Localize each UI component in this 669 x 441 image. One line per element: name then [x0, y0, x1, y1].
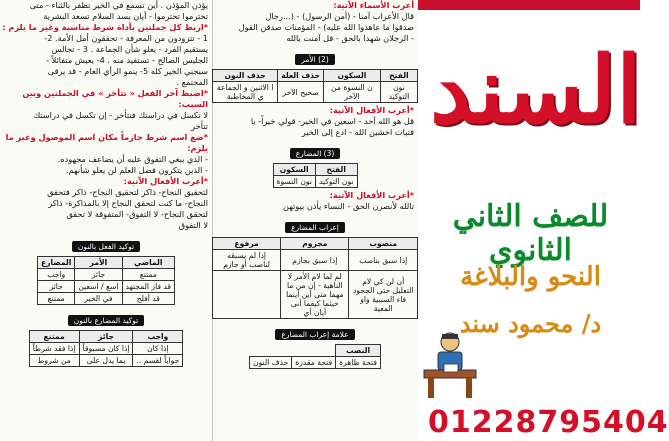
irab-row	[213, 250, 418, 271]
table-amr	[212, 69, 418, 103]
tawkeed-mudari-cell: بما يدل على	[79, 355, 133, 367]
amr-header-cell: حذف النون	[213, 70, 278, 82]
left-text-line: 1 - تتزودون من المعرفة - تحققون أمل الأمة. 2-	[44, 33, 208, 43]
nasb-header-cell: النصب	[336, 345, 381, 357]
tawkeed-mudari-header-cell: جائز	[79, 331, 133, 343]
cover-subject: النحو والبلاغة	[460, 262, 601, 292]
left-text-line: يستقيم الفرد - يعلو شأن الجماعة . 3 - تجالس	[51, 44, 208, 54]
irab-cell: لم لما لام الأمر لا الناهية - إن من ما مهما متى أين أينما حيثما كيفما أنى أيان أي	[281, 271, 349, 319]
amr-header-cell: الفتح	[380, 70, 417, 82]
irab-header-cell: مرفوع	[213, 238, 281, 250]
cover-phone: 01228795404	[428, 405, 669, 440]
left-text-line: يؤذن المؤذن . أين تسمع في الخير تظفر بالثناء - متى	[29, 0, 208, 10]
tawkeed-header-cell: الماضي	[122, 257, 175, 269]
irab-header-cell: منصوب	[349, 238, 418, 250]
left-text-line: يلزم:	[187, 143, 208, 153]
nasb-cell: حذف النون	[250, 357, 292, 369]
left-text-line: لا تكسل في دراستك فتتأخر - إن تكسل في دراستك	[33, 110, 208, 120]
nasb-cell: فتحة مقدرة	[292, 357, 336, 369]
left-text-line: - الذي يبغي التفوق عليه أن يضاعف مجهوده.	[57, 154, 208, 164]
tawkeed-cell: قد أفلح	[122, 293, 175, 305]
left-text-line: - الذين يتكرون فضل العلم لن يعلو شأنهم.	[66, 165, 208, 175]
tawkeed-mudari-row	[29, 343, 183, 355]
tawkeed-cell: ممتنع	[122, 269, 175, 281]
amr-header-cell: حذف العلة	[278, 70, 324, 82]
nasb-cell: فتحة ظاهرة	[336, 357, 381, 369]
tawkeed-cell: اسع / اسعين	[75, 281, 122, 293]
irab-label: إعراب المضارع	[285, 222, 345, 233]
irab-cell: إذا سبق بناصب	[349, 250, 418, 271]
tawkeed-cell: ممتنع	[37, 293, 74, 305]
cover-grade: للصف الثاني الثانوي	[452, 199, 609, 268]
mudari-label: (3) المضارع	[290, 148, 341, 159]
middle-text-line: قال الأعراب آمنا - (أمن الرسول) - (...رجال	[265, 11, 414, 21]
tawkeed-mudari-row	[29, 355, 183, 367]
cover-title: السند	[430, 36, 642, 144]
middle-lower-lines	[212, 190, 418, 212]
section-tawkeed-mudari-label-wrap	[0, 308, 212, 327]
irab-header-row	[213, 238, 418, 250]
cover-column	[418, 0, 669, 441]
amr-cell: صحيح الآخر	[278, 82, 324, 103]
left-text-line: الجليس الصالح - تستفيد منه . 4- يعيش متفائلاً -	[46, 55, 208, 65]
irab-header-cell: مجزوم	[281, 238, 349, 250]
middle-column	[212, 0, 419, 441]
middle-text-line: *أعرب الأفعال الآتية:	[329, 190, 414, 200]
amr-header-row	[213, 70, 418, 82]
section-tawkeed-label-wrap	[0, 234, 212, 253]
irab-row	[213, 271, 418, 319]
mudari-header-cell: الفتح	[315, 164, 357, 176]
table-tawkeed-mudari	[29, 330, 184, 367]
amr-row	[213, 82, 418, 103]
tawkeed-cell: واجب	[37, 269, 74, 281]
section-tawkeed-mudari-label: توكيد المضارع بالنون	[68, 315, 144, 326]
section-tawkeed-label: توكيد الفعل بالنون	[72, 241, 140, 252]
amr-cell: ن النسوة من الآخر	[324, 82, 381, 103]
tawkeed-mudari-header-cell: ممتنع	[29, 331, 79, 343]
middle-text-line: قل هو الله أحد - اسعين في الخير- قولي خيراً- يا	[250, 116, 414, 126]
table-mudari	[273, 163, 358, 188]
left-text-line: لا التفوق	[178, 220, 208, 230]
tawkeed-mudari-header-cell: واجب	[133, 331, 183, 343]
left-text-line: لتحقق النجاح- لا التفوق- المتفوقة لا تحقق	[66, 209, 208, 219]
teacher-illustration-icon	[420, 328, 480, 400]
left-text-line: *ضع اسم شرط جازماً مكان اسم الموصول وغير ما	[5, 132, 208, 142]
middle-text-line: تالله لأنصرن الحق - النساء يأذن بيوتهن	[283, 201, 414, 211]
tawkeed-cell: قد فاز المجتهد	[122, 281, 175, 293]
left-column	[0, 0, 213, 441]
left-text-line: *اضبط آخر الفعل « تتأخر » في الجملتين وبين	[22, 88, 208, 98]
middle-text-line: أعرب الأسماء الآتية:	[333, 0, 414, 10]
tawkeed-mudari-cell: إذا كان	[133, 343, 183, 355]
left-text-line: السبب:	[178, 99, 208, 109]
mudari-row	[273, 176, 357, 188]
nasb-header-row	[250, 345, 381, 357]
tawkeed-row	[37, 293, 174, 305]
amr-cell: نون التوكيد	[380, 82, 417, 103]
tawkeed-mudari-cell: جواباً لقسم ..	[133, 355, 183, 367]
left-text-line: *اربط كل جملتين بأداة شرط مناسبة وغير ما يلزم :	[2, 22, 208, 32]
left-text-line: *أعرب الأفعال الآتية:	[123, 176, 208, 186]
cover-top-stripe	[418, 0, 640, 10]
left-text-line: النجاح- ما كنت لتحقق النجاح إلا بالمذاكرة- ذاكر	[48, 198, 208, 208]
mudari-cell: نون النسوة	[273, 176, 315, 188]
tawkeed-cell: جائز	[75, 269, 122, 281]
tawkeed-mudari-header-row	[29, 331, 183, 343]
irab-cell: إذا سبق بجازم	[281, 250, 349, 271]
tawkeed-cell: في الخير	[75, 293, 122, 305]
left-text-line: تتأخر	[191, 121, 208, 131]
tawkeed-header-row	[37, 257, 174, 269]
middle-mid-lines	[212, 105, 418, 138]
irab-cell	[213, 271, 281, 319]
amr-header-cell: السكون	[324, 70, 381, 82]
irab-cell: إذا لم يسبقه لناصب أو جازم	[213, 250, 281, 271]
tawkeed-mudari-cell: إذا فقد شرطاً	[29, 343, 79, 355]
left-text-line: لتحقيق النجاح- ذاكر لتحقيق النجاح- ذاكر فتحقق	[47, 187, 208, 197]
table-tawkeed	[37, 256, 175, 305]
amr-cell: ا الاثنين و الجماعة ي المخاطبة	[213, 82, 278, 103]
mudari-label-wrap	[212, 141, 418, 160]
mudari-cell: نون التوكيد	[315, 176, 357, 188]
left-text-line: سيجني الخير كله 5- ينمو الرأي العام - قد يرقى	[47, 66, 208, 76]
middle-text-line: فتيات اخشين الله - ادع إلى الخير	[301, 127, 414, 137]
middle-text-line: - الرجلان شهدا بالحق - قل آمنت بالله	[286, 33, 414, 43]
mudari-header-row	[273, 164, 357, 176]
tawkeed-mudari-cell: من شروط	[29, 355, 79, 367]
tawkeed-row	[37, 269, 174, 281]
left-text-lines	[0, 0, 212, 231]
tawkeed-row	[37, 281, 174, 293]
nasb-row	[250, 357, 381, 369]
tawkeed-header-cell: الأمر	[75, 257, 122, 269]
left-text-line: تحترموا تحترموا - أيان يسد السلام تسعد البشرية	[43, 11, 208, 21]
nasb-label-wrap	[212, 322, 418, 341]
amr-label: (2) الأمر	[295, 54, 335, 65]
cover-author: د/ محمود سند	[459, 309, 602, 338]
table-nasb	[249, 344, 381, 369]
amr-label-wrap	[212, 47, 418, 66]
tawkeed-header-cell: المضارع	[37, 257, 74, 269]
table-irab	[212, 237, 418, 319]
irab-cell: أن لن كي لام التعليل حتى الجحود فاء السببية واو المعية	[349, 271, 418, 319]
mudari-header-cell: السكون	[273, 164, 315, 176]
irab-label-wrap	[212, 215, 418, 234]
middle-top-lines	[212, 0, 418, 44]
nasb-label: علامة إعراب المضارع	[275, 329, 354, 340]
middle-text-line: *أعرب الأفعال الآتية:	[329, 105, 414, 115]
tawkeed-cell: جائز	[37, 281, 74, 293]
middle-text-line: صدقوا ما عاهدوا الله عليه) - المؤمنات صدقن القول	[238, 22, 414, 32]
left-text-line: المجتمع .	[176, 77, 208, 87]
tawkeed-mudari-cell: إذا كان مسبوقاً	[79, 343, 133, 355]
